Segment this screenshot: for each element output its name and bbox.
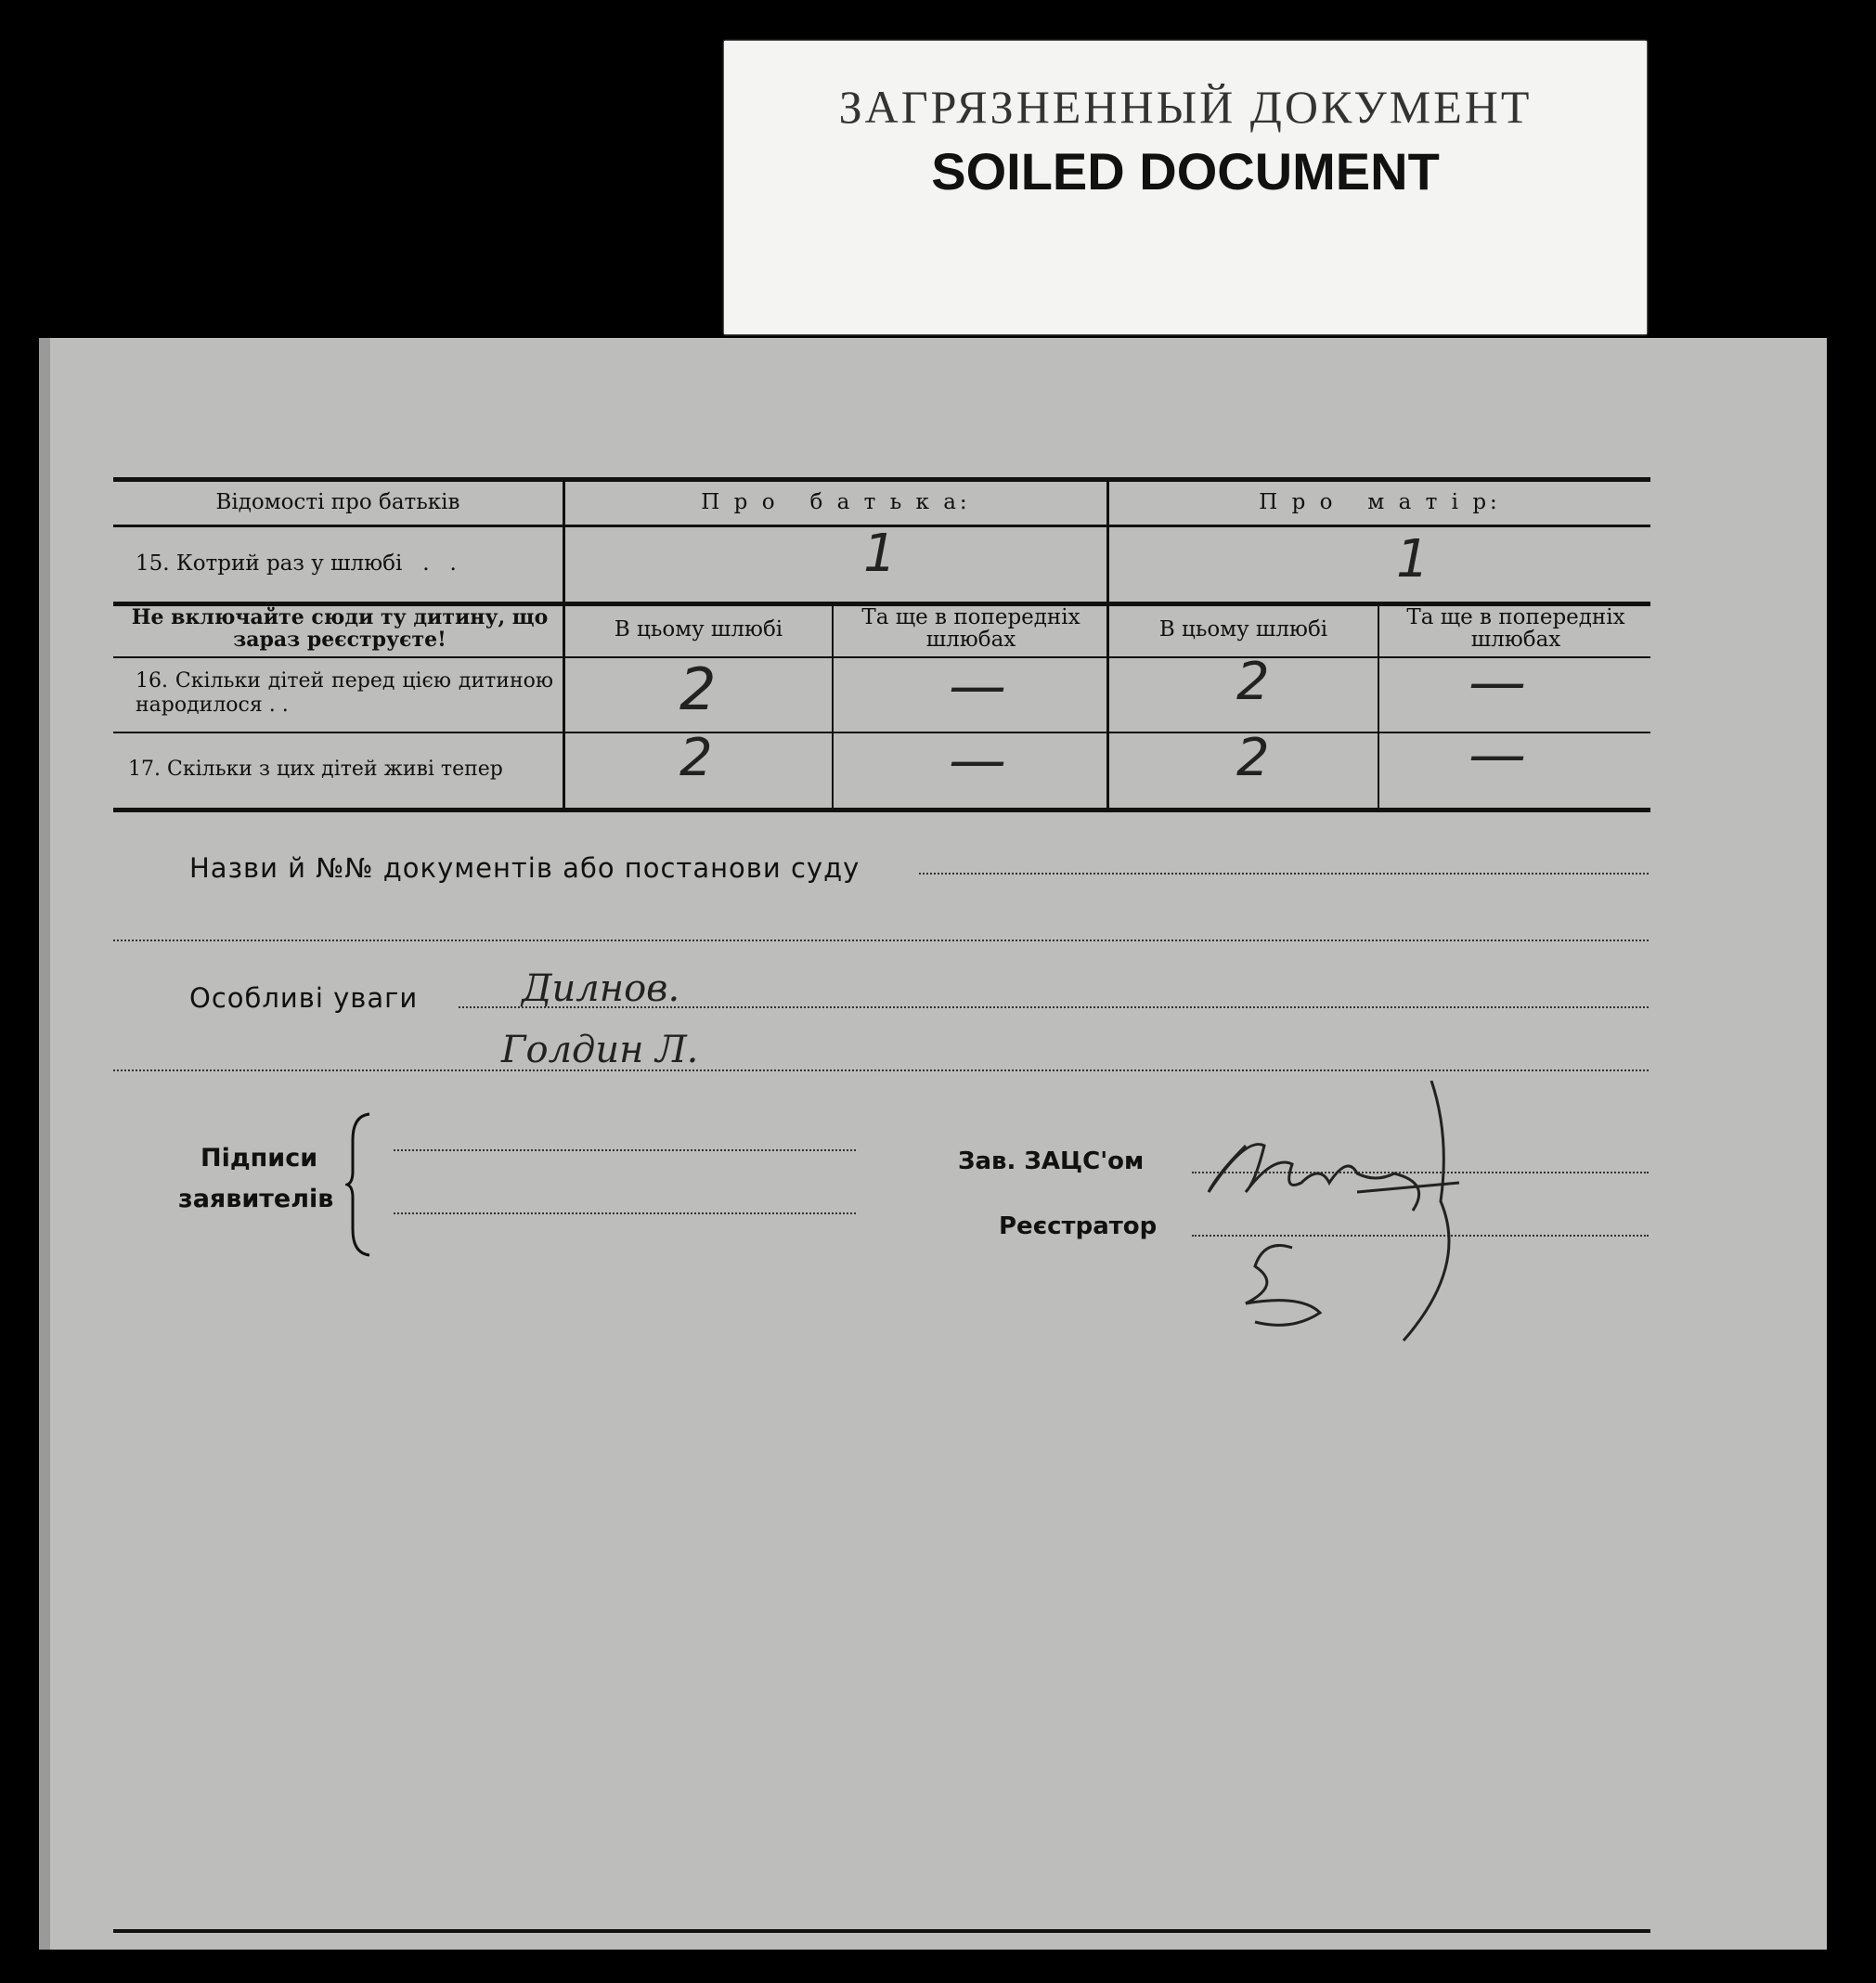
row17-mother-previous: — xyxy=(1468,720,1526,788)
subheader-note: Не включайте сюди ту дитину, що зараз реєструєте! xyxy=(131,605,549,652)
applicant-signature-line xyxy=(394,1149,856,1151)
applicants-label-line1: Підписи xyxy=(201,1144,318,1173)
notice-russian: ЗАГРЯЗНЕННЫЙ ДОКУМЕНТ xyxy=(838,81,1533,133)
subheader-father-previous: Та ще в попередніх шлюбах xyxy=(861,605,1080,652)
table-header-label: Відомості про батьків xyxy=(215,490,460,514)
remarks-handwriting-2: Голдин Л. xyxy=(501,1029,699,1071)
subheader-mother-this: В цьому шлюбі xyxy=(1158,617,1328,642)
remarks-handwriting-1: Дилнов. xyxy=(522,967,680,1010)
applicants-label-line2: заявителів xyxy=(178,1185,334,1213)
signature-scribble xyxy=(1190,1081,1487,1359)
row17-label: 17. Скільки з цих дітей живі тепер xyxy=(128,758,503,781)
table-top-rule xyxy=(113,477,1650,482)
soiled-document-notice xyxy=(724,41,1647,334)
notice-english: SOILED DOCUMENT xyxy=(931,142,1440,201)
head-registry-label: Зав. ЗАЦС'ом xyxy=(958,1147,1145,1175)
table-column-divider xyxy=(832,606,834,810)
table-column-divider xyxy=(563,482,565,810)
table-rule xyxy=(113,732,1650,733)
row17-father-previous: — xyxy=(949,726,1006,794)
row17-mother-this: 2 xyxy=(1236,728,1270,788)
applicants-brace-icon xyxy=(345,1112,373,1257)
table-bottom-rule xyxy=(113,808,1650,812)
registrar-label: Реєстратор xyxy=(999,1212,1158,1240)
documents-label: Назви й №№ документів або постанови суду xyxy=(189,852,860,884)
remarks-label: Особливі уваги xyxy=(189,982,419,1014)
applicant-signature-line xyxy=(394,1212,856,1214)
table-column-divider xyxy=(1378,606,1379,810)
table-header-mother: П р о м а т і р: xyxy=(1259,490,1501,514)
subheader-father-this: В цьому шлюбі xyxy=(614,617,783,642)
table-rule xyxy=(113,656,1650,658)
sheet-edge xyxy=(39,338,50,1950)
row16-father-previous: — xyxy=(949,652,1006,719)
sheet-bottom-rule xyxy=(113,1929,1650,1933)
row16-father-this: 2 xyxy=(679,655,717,723)
documents-line xyxy=(113,940,1649,941)
row16-label: 16. Скільки дітей перед цією дитиною народилося . . xyxy=(136,669,553,717)
row17-father-this: 2 xyxy=(679,728,713,788)
remarks-line xyxy=(113,1069,1649,1071)
row16-mother-previous: — xyxy=(1468,648,1526,716)
row15-father-value: 1 xyxy=(863,524,897,584)
row15-mother-value: 1 xyxy=(1396,529,1430,590)
subheader-mother-previous: Та ще в попередніх шлюбах xyxy=(1406,605,1625,652)
table-column-divider xyxy=(1106,482,1109,810)
form-sheet xyxy=(39,338,1827,1950)
table-header-father: П р о б а т ь к а: xyxy=(701,490,971,514)
documents-line xyxy=(919,873,1649,875)
row15-label: 15. Котрий раз у шлюбі . . xyxy=(136,551,457,576)
row16-mother-this: 2 xyxy=(1236,652,1270,712)
